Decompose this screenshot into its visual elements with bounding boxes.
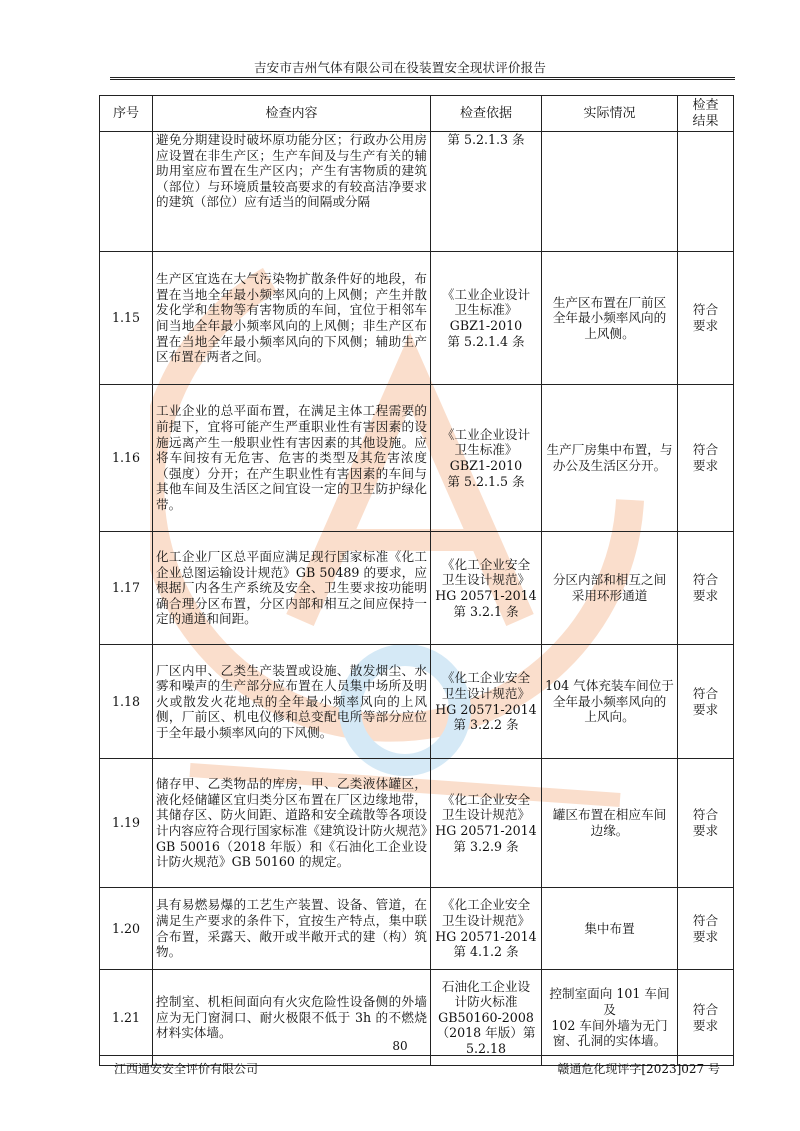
row-result [678, 532, 734, 645]
header-actual: 实际情况 [542, 96, 678, 132]
table-row [100, 532, 734, 645]
basis-line: 5.2.18 [465, 1040, 507, 1056]
header-rule [110, 77, 735, 78]
actual-line: 生产区布置在厂前区 [552, 294, 667, 310]
row-no: 1.16 [100, 385, 153, 532]
basis-line: 第 5.2.1.5 条 [447, 473, 525, 489]
row-no: 1.15 [100, 252, 153, 385]
row-basis [431, 532, 542, 645]
basis-line: （2018 年版）第 [436, 1025, 536, 1041]
result-line: 符合 [692, 912, 719, 928]
result-line: 符合 [692, 302, 719, 318]
actual-line: 窗、孔洞的实体墙。 [552, 1033, 667, 1049]
row-content: 生产区宜选在大气污染物扩散条件好的地段，布置在当地全年最小频率风向的上风侧；产生并散发化学和生物等有害物质的车间，宜位于相邻车间当地全年最小频率风向的上风侧；非生产区布置在当地全年最小频率风向的下风侧；辅助生产区布置在两者之间。 [153, 252, 431, 385]
basis-line: GB50160-2008 [438, 1009, 534, 1025]
footer-rule [99, 1055, 733, 1056]
result-line: 符合 [692, 1001, 719, 1017]
header-rule-thin [110, 79, 735, 80]
row-basis [431, 645, 542, 759]
result-line: 要求 [692, 823, 719, 838]
page-header-title: 吉安市吉州气体有限公司在役装置安全现状评价报告 [253, 60, 547, 75]
basis-line: 卫生设计规范》 [441, 685, 531, 701]
basis-line: GBZ1-2010 [449, 458, 523, 473]
actual-line: 控制室面向 101 车间及 [549, 986, 670, 1017]
row-no: 1.17 [100, 532, 153, 645]
actual-line: 采用环形通道 [571, 588, 648, 603]
basis-line: 第 5.2.1.4 条 [447, 333, 525, 349]
row-no: 1.19 [100, 759, 153, 888]
actual-line: 上风侧。 [584, 325, 635, 341]
basis-line: HG 20571-2014 [435, 823, 537, 838]
table-row [100, 645, 734, 759]
result-line: 要求 [692, 928, 719, 944]
row-result [678, 645, 734, 759]
footer-company: 江西通安安全评价有限公司 [114, 1062, 259, 1076]
actual-line: 上风向。 [584, 709, 635, 725]
footer-report-no: 赣通危化现评字[2023]027 号 [557, 1062, 720, 1076]
row-content: 控制室、机柜间面向有火灾危险性设备侧的外墙应为无门窗洞口、耐火极限不低于 3h 的不燃烧材料实体墙。 [153, 970, 431, 1066]
header-no: 序号 [100, 96, 153, 132]
basis-line: 卫生标准》 [454, 442, 518, 458]
row-content: 储存甲、乙类物品的库房，甲、乙类液体罐区，液化烃储罐区宜归类分区布置在厂区边缘地带，其储存区、防火间距、道路和安全疏散等各项设计内容应符合现行国家标准《建筑设计防火规范》GB 50016（2018 年版）和《石油化工企业设计防火规范》GB 50160 的规定。 [153, 759, 431, 888]
header-result-line: 检查 [692, 97, 719, 113]
result-line: 符合 [692, 572, 719, 588]
actual-line: 边缘。 [590, 823, 629, 838]
row-content: 工业企业的总平面布置，在满足主体工程需要的前提下，宜将可能产生严重职业性有害因素的设施远离产生一般职业性有害因素的其他设施。应将车间按有无危害、危害的类型及其危害浓度（强度）分开；在产生职业性有害因素的车间与其他车间及生活区之间宜设一定的卫生防护绿化带。 [153, 385, 431, 532]
row-actual [542, 645, 678, 759]
table-row [100, 759, 734, 888]
actual-line: 集中布置 [584, 920, 635, 936]
result-line: 符合 [692, 685, 719, 701]
row-content: 厂区内甲、乙类生产装置或设施、散发烟尘、水雾和噪声的生产部分应布置在人员集中场所及明火或散发火花地点的全年最小频率风向的上风侧，厂前区、机电仪修和总变配电所等部分应位于全年最小频率风向的下风侧。 [153, 645, 431, 759]
header-content: 检查内容 [153, 96, 431, 132]
basis-line: 卫生标准》 [454, 302, 518, 318]
row-content: 具有易燃易爆的工艺生产装置、设备、管道，在满足生产要求的条件下，宜按生产特点，集中联合布置，采露天、敞开或半敞开式的建（构）筑物。 [153, 888, 431, 970]
basis-line: 《工业企业设计 [441, 426, 531, 442]
basis-line: 《化工企业安全 [441, 897, 531, 913]
basis-line: GBZ1-2010 [449, 318, 523, 333]
basis-line: 第 3.2.9 条 [453, 838, 519, 854]
row-result [678, 252, 734, 385]
table-header-row [100, 96, 734, 132]
row-result [678, 888, 734, 970]
basis-line: 第 5.2.1.3 条 [447, 132, 525, 147]
header-basis: 检查依据 [431, 96, 542, 132]
basis-line: 第 3.2.2 条 [453, 717, 519, 733]
table-row [100, 888, 734, 970]
result-line: 要求 [692, 1017, 719, 1033]
row-basis [431, 759, 542, 888]
actual-line: 102 车间外墙为无门 [551, 1017, 668, 1033]
actual-line: 办公及生活区分开。 [552, 458, 667, 473]
basis-line: HG 20571-2014 [435, 701, 537, 717]
basis-line: 卫生设计规范》 [441, 572, 531, 588]
result-line: 要求 [692, 588, 719, 603]
row-actual [542, 132, 678, 252]
actual-line: 生产厂房集中布置，与 [546, 442, 673, 458]
basis-line: 《化工企业安全 [441, 556, 531, 572]
basis-line: HG 20571-2014 [435, 928, 537, 944]
result-line: 要求 [692, 318, 719, 333]
row-actual [542, 532, 678, 645]
row-actual [542, 385, 678, 532]
row-basis [431, 252, 542, 385]
basis-line: 《化工企业安全 [441, 670, 531, 686]
row-result [678, 385, 734, 532]
basis-line: 卫生设计规范》 [441, 807, 531, 823]
table-row [100, 132, 734, 252]
row-content: 避免分期建设时破坏原功能分区；行政办公用房应设置在非生产区；生产车间及与生产有关的辅助用室应布置在生产区内；产生有害物质的建筑（部位）与环境质量较高要求的有较高洁净要求的建筑（部位）应有适当的间隔或分隔 [153, 132, 431, 252]
result-line: 要求 [692, 458, 719, 473]
basis-line: 第 4.1.2 条 [453, 944, 519, 960]
row-no [100, 132, 153, 252]
table-row [100, 252, 734, 385]
row-result [678, 759, 734, 888]
basis-line: 石油化工企业设 [441, 978, 531, 994]
header-result [678, 96, 734, 132]
actual-line: 104 气体充装车间位于 [545, 678, 674, 694]
page-number: 80 [392, 1039, 408, 1053]
row-no: 1.20 [100, 888, 153, 970]
row-no: 1.18 [100, 645, 153, 759]
actual-line: 罐区布置在相应车间 [552, 807, 667, 823]
actual-line: 全年最小频率风向的 [552, 693, 667, 709]
basis-line: 计防火标准 [454, 994, 518, 1010]
header-result-line: 结果 [692, 113, 719, 129]
actual-line: 全年最小频率风向的 [552, 310, 667, 326]
row-actual [542, 759, 678, 888]
basis-line: 《化工企业安全 [441, 791, 531, 807]
row-result [678, 132, 734, 252]
actual-line: 分区内部和相互之间 [552, 572, 667, 588]
inspection-table [99, 95, 734, 1066]
result-line: 要求 [692, 701, 719, 717]
result-line: 符合 [692, 807, 719, 823]
table-row [100, 385, 734, 532]
row-content: 化工企业厂区总平面应满足现行国家标准《化工企业总图运输设计规范》GB 50489 的要求，应根据厂内各生产系统及安全、卫生要求按功能明确合理分区布置，分区内部和相互之间应保持一定的通道和间距。 [153, 532, 431, 645]
row-basis [431, 385, 542, 532]
row-basis [431, 132, 542, 252]
row-actual [542, 252, 678, 385]
row-basis [431, 888, 542, 970]
basis-line: 《工业企业设计 [441, 286, 531, 302]
basis-line: HG 20571-2014 [435, 588, 537, 603]
result-line: 符合 [692, 442, 719, 458]
row-actual [542, 888, 678, 970]
basis-line: 卫生设计规范》 [441, 912, 531, 928]
basis-line: 第 3.2.1 条 [453, 603, 519, 619]
row-no: 1.21 [100, 970, 153, 1066]
